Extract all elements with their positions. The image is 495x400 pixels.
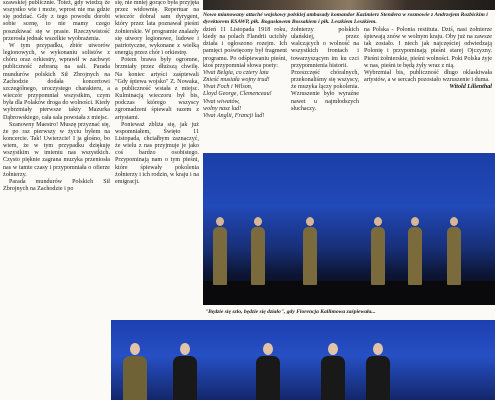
singer-figure	[251, 227, 265, 285]
paragraph: żołnierzy polskich ułańskiej, przez walczących o wolność na wszystkich frontach i towarzyszącym im ku czci przypomnienia historii.	[291, 27, 359, 69]
poem-line: Vivat Foch i Wilson,	[203, 84, 253, 91]
poem	[203, 70, 287, 120]
photo-caption-top: Nowo mianowany attaché wojskowy polskiej ambasady komandor Kazimierz Stendera w rozmowie z Andrzejem Rozbickim i dyrektorem KSAWP, płk. Bogusławem Bossakiem i płk. Leszkiem Leszkiem.	[203, 12, 488, 25]
paragraph: Potem brawa były ogromne, brzmiały przez dłuższą chwilę. Na koniec artyści zaśpiewali "Gdy śpiewa wojsko" Z. Nowaka, a publiczność wstała z miejsc. Kulminacją wieczoru był bis, podczas którego wszyscy zgromadzeni śpiewali razem z artystami.	[115, 57, 199, 121]
paragraph: Parada mundurów Polskich Sił Zbrojnych na Zachodzie i po	[3, 178, 110, 193]
paragraph: Wybrzmiał bis, publiczność długo oklaskiwała artystów, a w sercach pozostało wzruszenie i duma.	[364, 69, 492, 84]
poem-line: Vivat Belgia, co cztery lata	[203, 69, 269, 76]
poem-line: Vivat Anglii, Francji lud!	[203, 112, 265, 119]
person-figure	[123, 356, 147, 400]
article-column-5	[364, 27, 492, 91]
singer-figure	[408, 227, 422, 285]
paragraph: Szanowny Maestro! Muszę przyznać się, że po raz pierwszy w życiu byłem na koncercie. Tak! Uwierzcie! I ja głośno, bo wiem, że w tym przypadku dziękuję wszystkim w imieniu nas wszystkich. Czysto pięknie zagrana muzyka przeniosła nas w tamte czasy i przypomniała o ofierze żołnierzy.	[3, 121, 110, 178]
singer-figure	[303, 227, 317, 285]
paragraph: dzień 11 Listopada 1918 roku, kiedy na polach Flandrii ucichły działa i ogłoszono rozejm. Ich pamięci poświęcony był fragment programu. Po odśpiewaniu pieśni, ktoś przypomniał słowa poety:	[203, 27, 287, 69]
paragraph: na Polska - Polonia restituta. Dziś, nasi żołnierze śpiewają znów w wolnym kraju. Oby już na zawsze tak zostało. I niech jak najczęściej odwiedzają Polonię i przypominają pieśni starej Ojczyzny. Pieśni żołnierskie, pieśni wolności. Poki Polska żyje w nas, pieśni te będą żyły wraz z nią.	[364, 27, 492, 69]
poem-line: Vivat wiwatów,	[203, 98, 240, 105]
article-column-2	[115, 0, 199, 186]
poem-line: Lloyd George, Clemenceau!	[203, 91, 272, 98]
singer-figure	[213, 227, 227, 285]
paragraph: szawskiej publicznie. Toteż, gdy wiedzą że wszystko wie i może, wprost nie ma gdzie się podziać. Gdy z tego powodu dorobi sobie scenę, to nie mamy czego poszukiwać się w prasie. Rzeczywistość przerosła jednak wszelkie wyobrażenia.	[3, 0, 110, 42]
article-column-1	[3, 0, 110, 400]
person-figure	[321, 356, 345, 400]
singer-figure	[371, 227, 385, 285]
person-figure	[173, 356, 197, 400]
top-photo	[203, 0, 495, 10]
article-column-4	[291, 27, 359, 113]
paragraph: Ponieważ zbliża się, jak już wspomniałem, Święto 11 Listopada, chciałbym zaznaczyć, że wielu z nas przyjmuje je jako coś bardzo osobistego. Przypominają nam o tym pieśni, które śpiewały pokolenia żołnierzy i ich rodzin, w kraju i na emigracji.	[115, 121, 199, 185]
paragraph: się, nie mniej gorąco była przyjęta przez widownię. Repertuar na wieczór dobrał sam dyrygent, który przez lata poznawał pieśni żołnierskie. W programie znalazły się utwory legionowe, ludowe i patriotyczne, wykonane z wielką energią przez chór i orkiestrę.	[115, 0, 199, 57]
bottom-photo	[111, 320, 495, 400]
concert-photo	[203, 153, 495, 305]
author-signature: Witold Lilienthal	[449, 84, 492, 91]
article-column-3	[203, 27, 287, 120]
photo-caption: "Będzie się szło, będzie się działo", gdy Florencja Kallimowa zaśpiewała...	[205, 309, 376, 315]
poem-line: Znieść musiała wojny trud!	[203, 77, 270, 84]
person-figure	[256, 356, 280, 400]
paragraph: W tym przypadku, zbiór utworów legionowych, w wykonaniu solistów z chóru oraz orkiestry, wprawił w zachwyt publiczność zebraną na sali. Parada mundurów polskich Sił Zbrojnych na Zachodzie dodała koncertowi szczególnego, uroczystego charakteru, a wieczór przypomniał wszystkim, czym była dla Polaków droga do wolności. Kiedy wybrzmiały pierwsze takty Mazurka Dąbrowskiego, cała sala powstała z miejsc.	[3, 42, 110, 121]
person-figure	[366, 356, 390, 400]
singer-figure	[447, 227, 461, 285]
poem-line: wolny nasz lud!	[203, 105, 242, 112]
paragraph: Przeszczęść chóralnych, przekonaliśmy się wszyscy, że muzyka łączy pokolenia. Wzruszenie było wyraźne nawet u najmłodszych słuchaczy.	[291, 69, 359, 112]
